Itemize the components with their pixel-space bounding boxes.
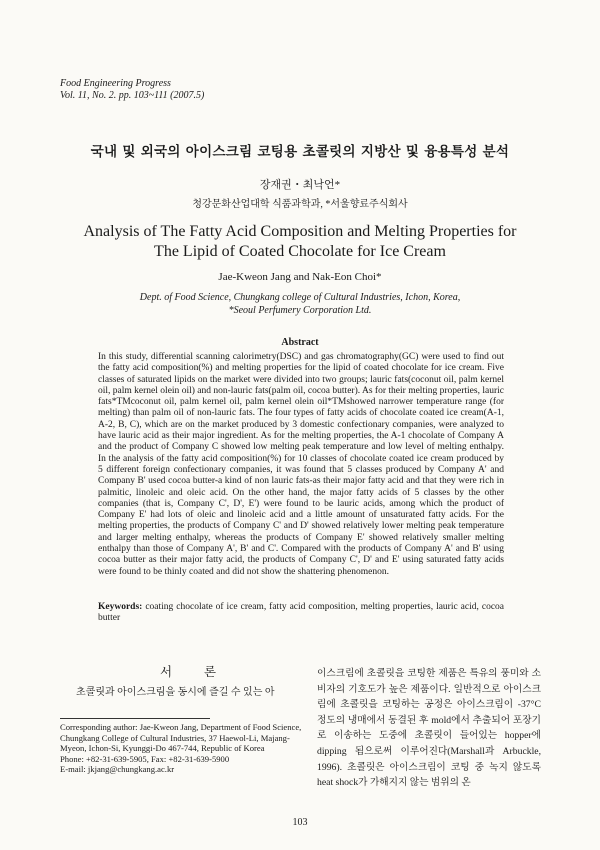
- page-number: 103: [292, 817, 308, 828]
- correspondence-phone: Phone: +82-31-639-5905, Fax: +82-31-639-5900: [60, 753, 230, 764]
- section-heading-introduction: 서 론: [159, 664, 231, 679]
- keywords: [98, 602, 504, 625]
- english-affiliation-1: Dept. of Food Science, Chungkang college of Cultural Industries, Ichon, Korea,: [139, 292, 461, 303]
- correspondence-email: E-mail: jkjang@chungkang.ac.kr: [60, 764, 175, 775]
- keywords-label: Keywords:: [98, 602, 143, 612]
- correspondence-footnote: [60, 722, 303, 775]
- english-affiliations: [60, 291, 540, 317]
- korean-affiliations: 청강문화산업대학 식품과학과, *서울향료주식회사: [192, 199, 408, 210]
- footnote-divider: [60, 718, 210, 719]
- journal-name: Food Engineering Progress: [60, 78, 171, 89]
- intro-right-column: 이스크림에 초콜릿을 코팅한 제품은 특유의 풍미와 소비자의 기호도가 높은 제품이다. 일반적으로 아이스크림에 초콜릿을 코팅하는 공정은 아이스크림이 -37°C 정도의 냉매에서 동결된 후 mold에서 추출되어 포장기로 이송하는 도중에 초콜릿이 들어있는 hopper에 dipping 됨으로써 이루어진다(Marshall과 Arbuckle, 1996). 초콜릿은 아이스크림이 코팅 중 녹지 않도록 heat shock가 가해지지 않는 범위의 온: [317, 668, 541, 789]
- abstract-body: In this study, differential scanning calorimetry(DSC) and gas chromatography(GC) were used to find out the fatty acid composition(%) and melting properties for the lipid of coated chocolate for ice cream. Five classes of saturated lipids on the market were divided into two groups; lauric fats(coconut oil, palm kernel oil, palm kernel olein oil) and non-lauric fats(palm oil, cocoa butter). As for their melting properties, lauric fats*TMcoconut oil, palm kernel oil, palm kernel olein oil*TMshowed narrower temperature range (for melting) than palm oil of non-lauric fats. The four types of fatty acids of chocolate coated ice cream(A-1, A-2, B, C), which are on the market produced by 3 domestic confectionary companies, were analyzed to have lauric acid as their major ingredient. As for the melting properties, the A-1 chocolate of Company A and the product of Company C showed low melting peak temperature and low level of melting enthalpy. In the analysis of the fatty acid composition(%) for 10 classes of chocolate coated ice cream produced by 5 different foreign confectionary companies, it was found that 5 classes produced by Company A' and Company B' used cocoa butter-a kind of non lauric fats-as their major fatty acid and that they were rich in palmitic, linoleic and oleic acid. On the other hand, the major fatty acids of 5 classes by the other companies (that is, Company C', D', E') were found to be lauric acids, among which the product of Company E' had lots of oleic and linoleic acid and a little amount of unsaturated fatty acids. For the melting properties, the products of Company C' and D' showed relatively lower melting peak temperature and larger melting enthalpy, whereas the products of Company E' showed relatively smaller melting enthalpy than those of Company A', B' and C'. Compared with the products of Company A' and B' using cocoa butter as their major fatty acid, the products of Company C', D' and E' using saturated fatty acids were found to be thinly coated and did not show the shattering phenomenon.: [98, 352, 504, 577]
- english-affiliation-2: *Seoul Perfumery Corporation Ltd.: [228, 305, 372, 316]
- korean-title: 국내 및 외국의 아이스크림 코팅용 초콜릿의 지방산 및 융용특성 분석: [90, 144, 510, 160]
- abstract-heading: Abstract: [281, 337, 319, 348]
- keywords-text: coating chocolate of ice cream, fatty acid composition, melting properties, lauric acid, cocoa butter: [98, 602, 505, 624]
- english-authors: Jae-Kweon Jang and Nak-Eon Choi*: [218, 271, 382, 283]
- english-title-line-2: The Lipid of Coated Chocolate for Ice Cream: [154, 243, 446, 260]
- english-title-line-1: Analysis of The Fatty Acid Composition and Melting Properties for: [83, 223, 517, 240]
- intro-left-column: 초콜릿과 아이스크림을 동시에 즐길 수 있는 아: [76, 687, 275, 698]
- journal-issue: Vol. 11, No. 2. pp. 103~111 (2007.5): [60, 90, 205, 101]
- journal-header: [60, 78, 204, 102]
- english-title: [60, 222, 540, 262]
- correspondence-author: Corresponding author: Jae-Kweon Jang, Department of Food Science, Chungkang College of Cultural Industries, 37 Haewol-Li, Majang-Myeon, Ichon-Si, Kyunggi-Do 467-744, Republic of Korea: [60, 722, 302, 754]
- korean-authors: 장재권・최낙언*: [259, 179, 341, 191]
